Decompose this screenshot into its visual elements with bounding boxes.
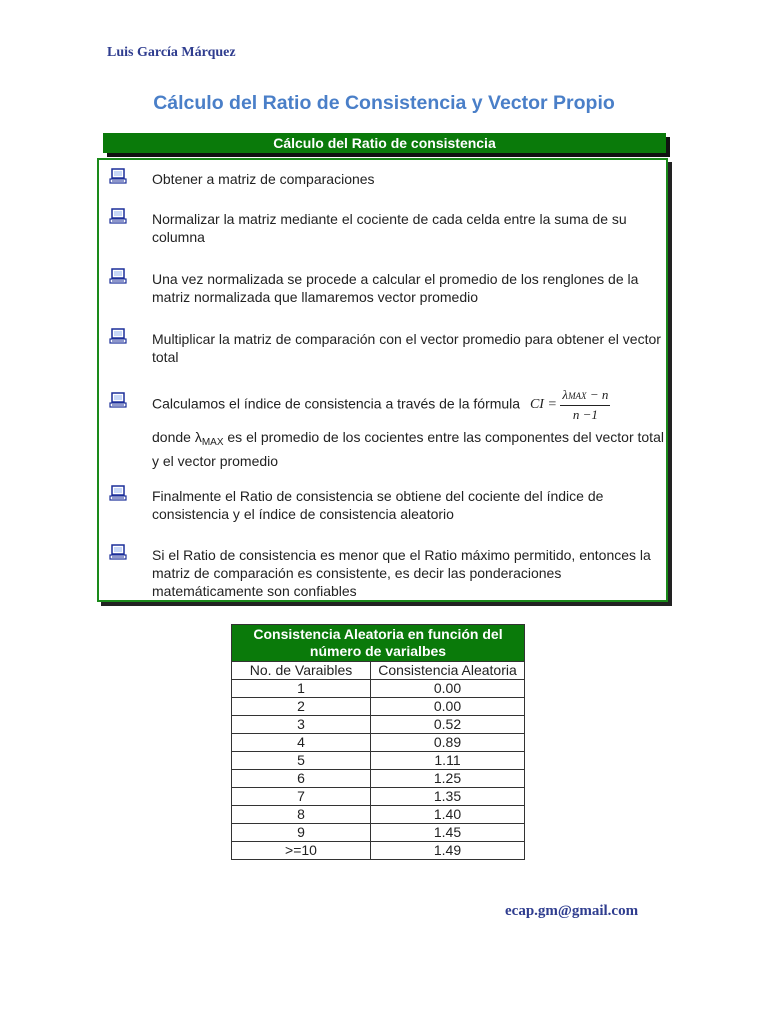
table-row bbox=[232, 770, 525, 788]
table-row bbox=[232, 824, 525, 842]
detail-prefix: donde λ bbox=[152, 429, 202, 445]
table-row bbox=[232, 680, 525, 698]
consistency-cell: 1.11 bbox=[371, 752, 525, 770]
computer-icon bbox=[109, 485, 127, 501]
step-text: Obtener a matriz de comparaciones bbox=[152, 171, 375, 187]
formula-lambda: λ bbox=[562, 387, 569, 402]
consistency-cell: 1.35 bbox=[371, 788, 525, 806]
variables-cell: 4 bbox=[232, 734, 371, 752]
formula-subscript: MAX bbox=[568, 391, 587, 401]
table-row bbox=[232, 752, 525, 770]
formula-denominator: n −1 bbox=[572, 407, 598, 422]
variables-cell: 9 bbox=[232, 824, 371, 842]
variables-cell: 1 bbox=[232, 680, 371, 698]
table-row bbox=[232, 698, 525, 716]
formula-num-tail: − n bbox=[586, 387, 609, 402]
step-text: Una vez normalizada se procede a calcular el promedio de los renglones de la matriz normalizada que llamaremos vector promedio bbox=[152, 271, 639, 305]
consistency-cell: 0.89 bbox=[371, 734, 525, 752]
steps-box bbox=[97, 158, 668, 602]
column-header-consistency: Consistencia Aleatoria bbox=[371, 662, 525, 680]
table-row bbox=[232, 734, 525, 752]
consistency-cell: 1.25 bbox=[371, 770, 525, 788]
computer-icon bbox=[109, 328, 127, 344]
table-row bbox=[232, 788, 525, 806]
formula-lhs: CI = bbox=[529, 397, 557, 413]
table-row bbox=[232, 842, 525, 860]
computer-icon bbox=[109, 268, 127, 284]
consistency-cell: 0.00 bbox=[371, 680, 525, 698]
table-row bbox=[232, 716, 525, 734]
table-row bbox=[232, 806, 525, 824]
variables-cell: 2 bbox=[232, 698, 371, 716]
page-title: Cálculo del Ratio de Consistencia y Vector Propio bbox=[153, 92, 615, 114]
consistency-cell: 1.40 bbox=[371, 806, 525, 824]
consistency-cell: 1.45 bbox=[371, 824, 525, 842]
variables-cell: 5 bbox=[232, 752, 371, 770]
step-text: Si el Ratio de consistencia es menor que el Ratio máximo permitido, entonces la matriz de comparación es consistente, es decir las ponderaciones matemáticamente son confiables bbox=[152, 547, 651, 599]
author-name: Luis García Márquez bbox=[107, 45, 236, 60]
step-text: Normalizar la matriz mediante el cociente de cada celda entre la suma de su columna bbox=[152, 211, 627, 245]
ci-formula bbox=[530, 386, 610, 424]
random-consistency-table bbox=[231, 624, 525, 860]
computer-icon bbox=[109, 208, 127, 224]
computer-icon bbox=[109, 544, 127, 560]
detail-suffix: es el promedio de los cocientes entre las componentes del vector total y el vector promedio bbox=[152, 429, 664, 469]
variables-cell: 6 bbox=[232, 770, 371, 788]
step-text: Finalmente el Ratio de consistencia se obtiene del cociente del índice de consistencia y el índice de consistencia aleatorio bbox=[152, 488, 604, 522]
computer-icon bbox=[109, 392, 127, 408]
author-email[interactable]: ecap.gm@gmail.com bbox=[505, 903, 639, 919]
step-5-detail bbox=[152, 428, 664, 470]
variables-cell: 7 bbox=[232, 788, 371, 806]
consistency-cell: 1.49 bbox=[371, 842, 525, 860]
consistency-cell: 0.52 bbox=[371, 716, 525, 734]
detail-subscript: MAX bbox=[201, 437, 224, 448]
table-title: Consistencia Aleatoria en función del número de varialbes bbox=[232, 625, 525, 662]
consistency-cell: 0.00 bbox=[371, 698, 525, 716]
section-banner: Cálculo del Ratio de consistencia bbox=[103, 133, 666, 153]
step-5-lead: Calculamos el índice de consistencia a través de la fórmula bbox=[152, 395, 521, 412]
step-text bbox=[152, 386, 664, 424]
variables-cell: 8 bbox=[232, 806, 371, 824]
computer-icon bbox=[109, 168, 127, 184]
step-text: Multiplicar la matriz de comparación con el vector promedio para obtener el vector total bbox=[152, 331, 661, 365]
variables-cell: >=10 bbox=[232, 842, 371, 860]
column-header-variables: No. de Varaibles bbox=[232, 662, 371, 680]
variables-cell: 3 bbox=[232, 716, 371, 734]
